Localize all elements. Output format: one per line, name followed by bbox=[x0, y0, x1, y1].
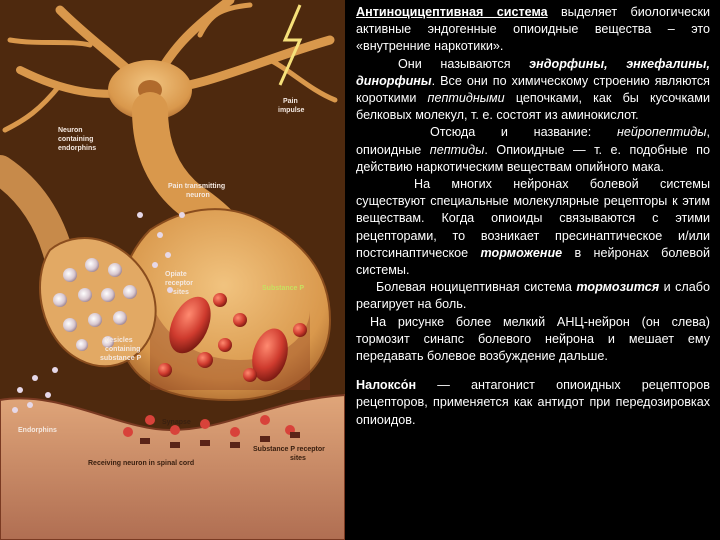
label-endorphins: Endorphins bbox=[18, 427, 57, 434]
label-impulse: impulse bbox=[278, 107, 305, 114]
illustration-svg bbox=[0, 0, 345, 540]
paragraph-2: Они называются эндорфины, энкефалины, динорфины. Все они по химическому строению являются короткими пептидными цепочками, как бы кусочками белковых молекул, т. е. состоят из аминокислот. bbox=[356, 56, 710, 123]
label-vesicles-containing: containing bbox=[105, 346, 141, 353]
label-endorphins-neuron: endorphins bbox=[58, 145, 97, 152]
paragraph-1: Антиноцицептивная система выделяет биологически активные эндогенные опиоидные вещества – это «внутренние наркотики». bbox=[356, 5, 710, 54]
naloxone-term: Налоксо́н bbox=[356, 378, 417, 393]
label-pain: Pain bbox=[283, 98, 298, 105]
label-pain-transmitting: Pain transmitting bbox=[168, 183, 226, 190]
paragraph-6: На рисунке более мелкий АНЦ-нейрон (он слева) тормозит синапс болевого нейрона и мешает ему передавать болевое возбуждение дальше. bbox=[356, 314, 710, 364]
paragraph-3: Отсюда и название: нейропептиды, опиоидные пептиды. Опиоидные — т. е. подобные по действию наркотическим веществам опийного мака. bbox=[356, 125, 710, 174]
paragraph-7: Налоксо́н — антагонист опиоидных рецепторов рецепторов, применяется как антидот при передозировках опиоидов. bbox=[356, 378, 710, 427]
label-substance-p: Substance P bbox=[262, 285, 305, 292]
slide-text bbox=[356, 4, 710, 429]
label-receptor: receptor bbox=[165, 280, 194, 287]
neuron-synapse-illustration bbox=[0, 0, 345, 540]
label-neuron: Neuron bbox=[58, 127, 83, 134]
label-synapse: Synapse bbox=[162, 419, 191, 426]
label-opiate: Opiate bbox=[165, 271, 187, 278]
label-substance-p-vesicles: substance P bbox=[100, 355, 142, 362]
paragraph-4: На многих нейронах болевой системы существуют специальные молекулярные рецепторы к этим веществам. Когда опиоиды связываются с этими рецепторами, то возникает пресинаптическое и/или постсинаптическое торможение в нейронах болевой системы. bbox=[356, 177, 711, 278]
title-antinociceptive: Антиноцицептивная система bbox=[356, 5, 548, 19]
paragraph-5: Болевая ноцицептивная система тормозится и слабо реагирует на боль. bbox=[356, 280, 710, 312]
label-receiving-neuron: Receiving neuron in spinal cord bbox=[88, 460, 195, 467]
label-pain-neuron: neuron bbox=[186, 192, 210, 199]
label-receptor-sites: sites bbox=[290, 455, 306, 462]
label-vesicles: Vesicles bbox=[105, 337, 133, 344]
label-substance-p-receptor: Substance P receptor bbox=[253, 446, 325, 453]
label-sites: sites bbox=[173, 289, 189, 296]
label-containing: containing bbox=[58, 136, 94, 143]
